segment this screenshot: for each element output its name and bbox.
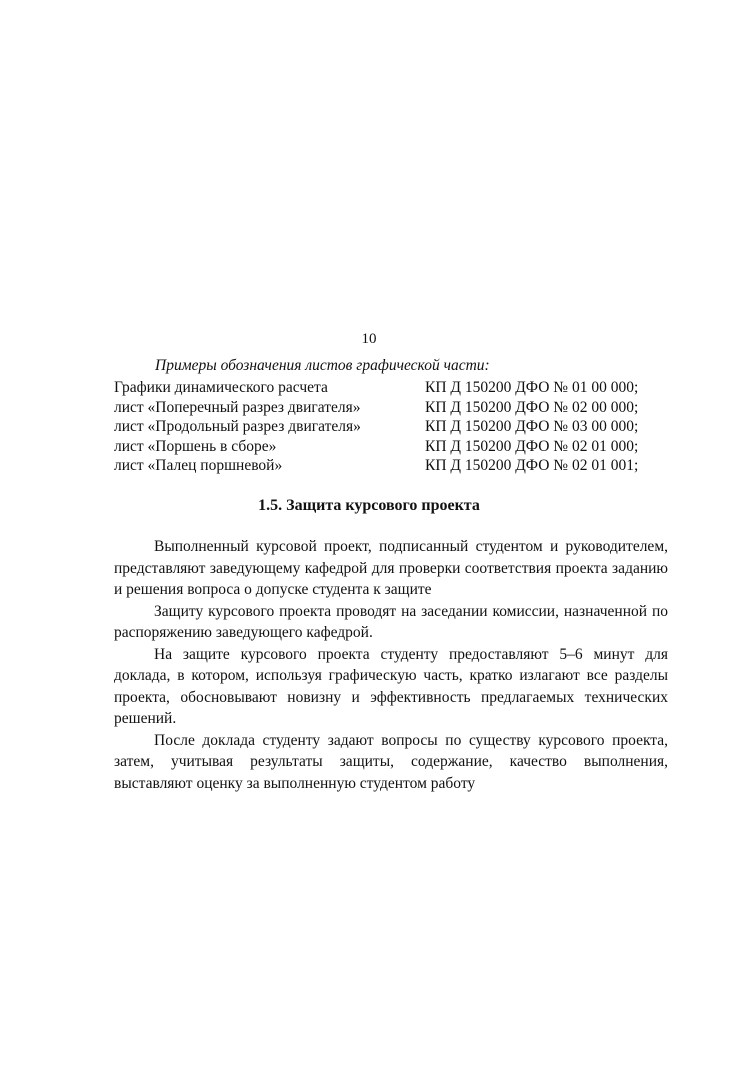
sheet-code: КП Д 150200 ДФО № 02 01 000; [425,437,639,455]
sheet-code: КП Д 150200 ДФО № 02 00 000; [425,398,639,416]
sheet-name: лист «Продольный разрез двигателя» [114,418,361,435]
paragraph: Защиту курсового проекта проводят на заседании комиссии, назначенной по распоряжению заведующего кафедрой. [114,602,668,641]
sheet-code: КП Д 150200 ДФО № 03 00 000; [425,418,639,435]
sheet-examples-intro: Примеры обозначения листов графической части: [155,357,490,374]
table-row [114,417,638,437]
table-row [114,398,638,418]
section-heading: 1.5. Защита курсового проекта [258,497,480,514]
table-row [114,437,638,457]
paragraph: На защите курсового проекта студенту предоставляют 5–6 минут для доклада, в котором, используя графическую часть, кратко излагают все разделы проекта, обосновывают новизну и эффективность предлагаемых технических решений. [114,645,668,727]
table-row [114,378,638,398]
paragraph: Выполненный курсовой проект, подписанный студентом и руководителем, представляют заведующему кафедрой для проверки соответствия проекта заданию и решения вопроса о допуске студента к защите [114,538,668,598]
section-body [114,536,668,794]
sheet-name: лист «Поршень в сборе» [114,437,277,455]
table-row [114,456,638,476]
sheet-name: лист «Палец поршневой» [114,457,283,474]
sheet-name: лист «Поперечный разрез двигателя» [114,398,361,416]
sheet-designation-table [114,378,638,476]
sheet-name: Графики динамического расчета [114,379,328,396]
paragraph: После доклада студенту задают вопросы по существу курсового проекта, затем, учитывая результаты защиты, содержание, качество выполнения, выставляют оценку за выполненную студентом работу [114,731,668,792]
page-number: 10 [361,331,377,347]
sheet-code: КП Д 150200 ДФО № 02 01 001; [425,457,639,474]
sheet-code: КП Д 150200 ДФО № 01 00 000; [425,379,639,396]
